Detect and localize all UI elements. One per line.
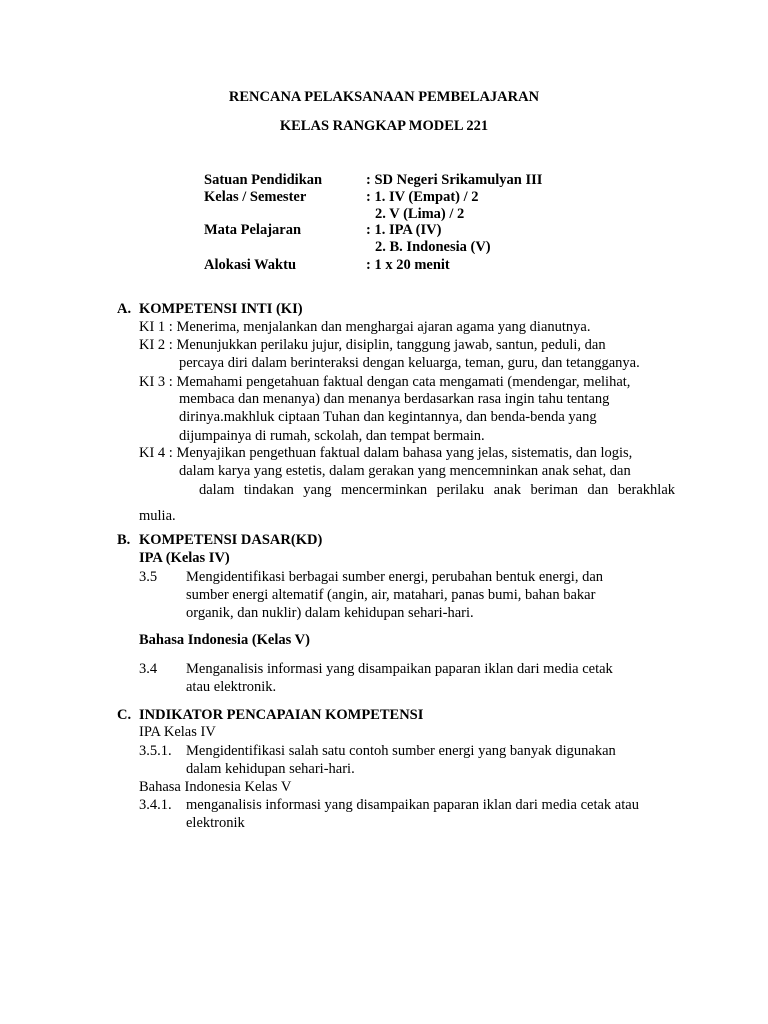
ki4-line-3: dalam tindakan yang mencerminkan perilaku anak beriman dan berakhlak	[199, 482, 675, 498]
kd-bi-number: 3.4	[139, 661, 158, 677]
kd-bi-line-1: Menganalisis informasi yang disampaikan paparan iklan dari media cetak	[186, 661, 613, 677]
document-subtitle: KELAS RANGKAP MODEL 221	[279, 118, 489, 134]
kd-bi-line-2: atau elektronik.	[186, 679, 277, 695]
kelas-value-1: : 1. IV (Empat) / 2	[366, 189, 479, 205]
kd-ipa-number: 3.5	[139, 569, 158, 585]
ipk-ipa-line-2: dalam kehidupan sehari-hari.	[186, 761, 355, 777]
satuan-value: : SD Negeri Srikamulyan III	[366, 172, 543, 188]
ipk-bi-line-1: menganalisis informasi yang disampaikan paparan iklan dari media cetak atau	[186, 797, 639, 813]
ipk-ipa-line-1: Mengidentifikasi salah satu contoh sumber energi yang banyak digunakan	[186, 743, 616, 759]
mapel-label: Mata Pelajaran	[204, 222, 302, 238]
ki2-line-2: percaya diri dalam berinteraksi dengan keluarga, teman, guru, dan tetangganya.	[179, 355, 640, 371]
ki3-line-2: membaca dan menanya) dan menanya berdasarkan rasa ingin tahu tentang	[179, 391, 610, 407]
kd-ipa-line-1: Mengidentifikasi berbagai sumber energi, perubahan bentuk energi, dan	[186, 569, 604, 585]
ki4-line-4: mulia.	[139, 508, 176, 524]
ipk-bi-line-2: elektronik	[186, 815, 245, 831]
alokasi-label: Alokasi Waktu	[204, 257, 297, 273]
ipk-ipa-number: 3.5.1.	[139, 743, 172, 759]
kd-ipa-line-2: sumber energi altematif (angin, air, matahari, panas bumi, bahan bakar	[186, 587, 596, 603]
ipk-ipa-heading: IPA Kelas IV	[139, 724, 216, 740]
mapel-value-1: : 1. IPA (IV)	[366, 222, 442, 238]
ki3-line-3: dirinya.makhluk ciptaan Tuhan dan kegintannya, dan benda-benda yang	[179, 409, 597, 425]
kd-ipa-heading: IPA (Kelas IV)	[139, 550, 230, 566]
kelas-label: Kelas / Semester	[204, 189, 307, 205]
ki3-line-1: KI 3 : Memahami pengetahuan faktual dengan cata mengamati (mendengar, melihat,	[139, 374, 631, 390]
document-title: RENCANA PELAKSANAAN PEMBELAJARAN	[228, 89, 540, 105]
ki3-line-4: dijumpainya di rumah, sckolah, dan tempat bermain.	[179, 428, 485, 444]
ipk-bi-heading: Bahasa Indonesia Kelas V	[139, 779, 292, 795]
section-a-letter: A.	[117, 301, 132, 317]
kd-bi-heading: Bahasa Indonesia (Kelas V)	[139, 632, 310, 648]
kelas-value-2: 2. V (Lima) / 2	[375, 206, 465, 222]
section-a-heading: KOMPETENSI INTI (KI)	[139, 301, 303, 317]
section-b-heading: KOMPETENSI DASAR(KD)	[139, 532, 323, 548]
mapel-value-2: 2. B. Indonesia (V)	[375, 239, 491, 255]
ki4-line-2: dalam karya yang estetis, dalam gerakan yang mencemninkan anak sehat, dan	[179, 463, 631, 479]
ki1-text: KI 1 : Menerima, menjalankan dan menghargai ajaran agama yang dianutnya.	[139, 319, 591, 335]
section-c-heading: INDIKATOR PENCAPAIAN KOMPETENSI	[139, 707, 424, 723]
kd-ipa-line-3: organik, dan nuklir) dalam kehidupan sehari-hari.	[186, 605, 474, 621]
ki4-line-1: KI 4 : Menyajikan pengethuan faktual dalam bahasa yang jelas, sistematis, dan logis,	[139, 445, 633, 461]
alokasi-value: : 1 x 20 menit	[366, 257, 450, 273]
ipk-bi-number: 3.4.1.	[139, 797, 172, 813]
section-b-letter: B.	[117, 532, 131, 548]
satuan-label: Satuan Pendidikan	[204, 172, 323, 188]
section-c-letter: C.	[117, 707, 132, 723]
ki2-line-1: KI 2 : Menunjukkan perilaku jujur, disiplin, tanggung jawab, santun, peduli, dan	[139, 337, 606, 353]
